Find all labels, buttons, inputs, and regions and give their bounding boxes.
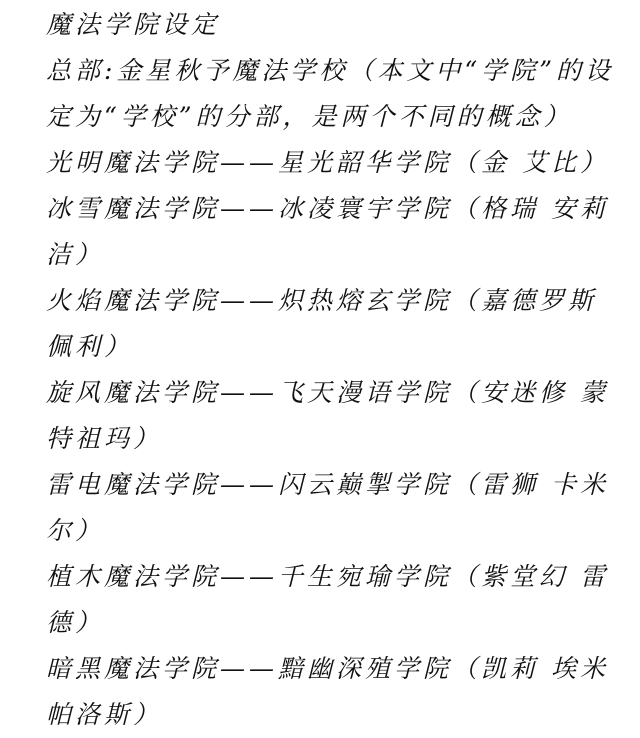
headquarters-line-1: 总部:金星秋予魔法学校（本文中“学院”的设 <box>46 56 614 85</box>
headquarters-line-2: 定为“学校”的分部，是两个不同的概念） <box>46 102 573 131</box>
dark-academy-line-2: 帕洛斯） <box>46 700 163 729</box>
ice-academy-line-2: 洁） <box>46 240 105 269</box>
wind-academy-line-2: 特祖玛） <box>46 424 163 453</box>
light-academy-line: 光明魔法学院——星光韶华学院（金 艾比） <box>46 148 609 177</box>
wind-academy-line-1: 旋风魔法学院——飞天漫语学院（安迷修 蒙 <box>46 378 609 407</box>
plant-academy-line-1: 植木魔法学院——千生宛瑜学院（紫堂幻 雷 <box>46 562 609 591</box>
document-body <box>46 2 616 738</box>
fire-academy-line-1: 火焰魔法学院——炽热熔玄学院（嘉德罗斯 <box>46 286 598 315</box>
plant-academy-line-2: 德） <box>46 608 105 637</box>
thunder-academy-line-1: 雷电魔法学院——闪云巅掣学院（雷狮 卡米 <box>46 470 609 499</box>
document-title: 魔法学院设定 <box>46 10 221 39</box>
fire-academy-line-2: 佩利） <box>46 332 134 361</box>
ice-academy-line-1: 冰雪魔法学院——冰凌寰宇学院（格瑞 安莉 <box>46 194 609 223</box>
thunder-academy-line-2: 尔） <box>46 516 105 545</box>
dark-academy-line-1: 暗黑魔法学院——黯幽深殖学院（凯莉 埃米 <box>46 654 609 683</box>
